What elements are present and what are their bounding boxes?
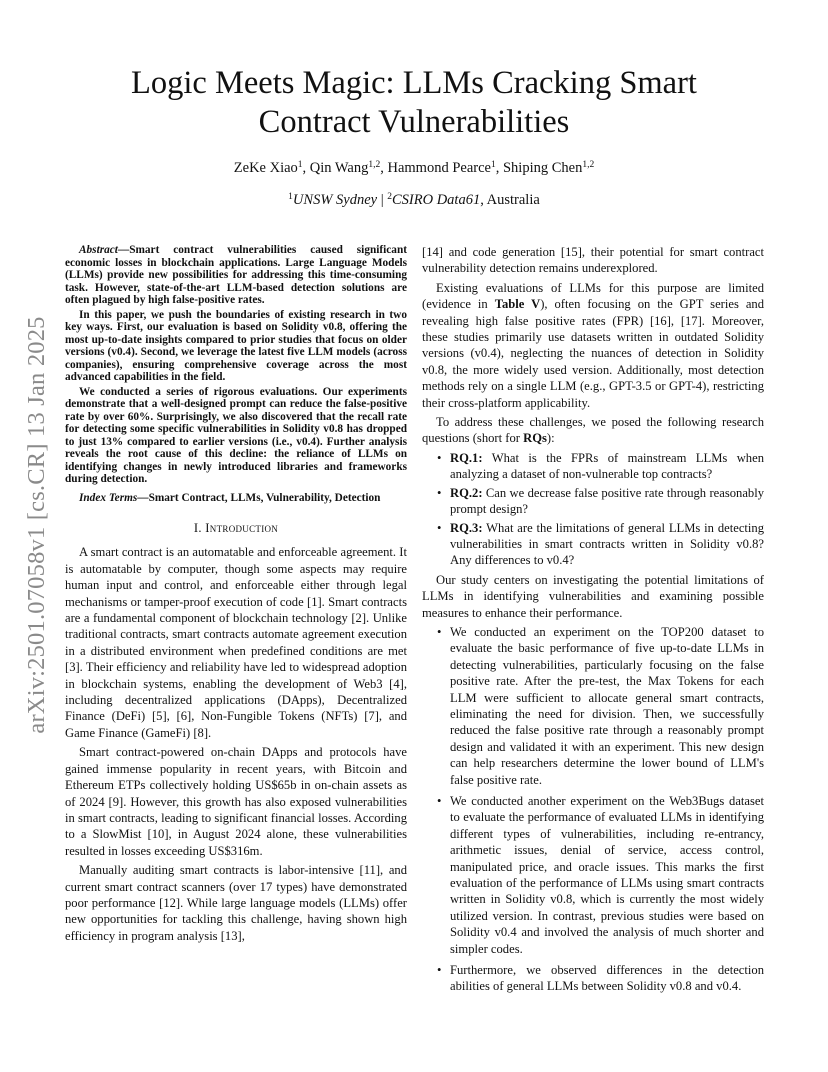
body-paragraph: Our study centers on investigating the potential limitations of LLMs in identifying vulnerabilities and examining possible measures to enhance their performance. <box>422 572 764 620</box>
affiliation-org: UNSW Sydney <box>292 192 378 208</box>
author-affiliation-mark: 1 <box>297 160 303 170</box>
author-name: Shiping Chen <box>502 160 583 176</box>
left-column <box>65 244 407 944</box>
rq-label: RQ.2: <box>450 485 483 500</box>
list-item <box>422 450 764 483</box>
paper-title <box>60 64 768 142</box>
index-terms <box>65 492 407 505</box>
table-reference: Table V <box>494 297 541 312</box>
abstract-text: Smart contract vulnerabilities caused significant economic losses in blockchain applications. Large Language Models (LLMs) provide new possibilities for addressing this time-consuming task. However, state-of-the-art LLM-based detection solutions are often plagued by high false-positive rates. <box>65 244 407 306</box>
author-affiliation-mark: 1 <box>490 160 496 170</box>
abstract-paragraph: In this paper, we push the boundaries of existing research in two key ways. First, our evaluation is based on Solidity v0.8, offering the most up-to-date insights compared to prior studies that focus on older versions (v0.4). Second, we leverage the latest five LLM models (across companies), ensuring comprehensive coverage across the most advanced capabilities in the field. <box>65 308 407 383</box>
rq-label: RQ.3: <box>450 520 483 535</box>
body-paragraph <box>422 280 764 411</box>
list-item <box>422 485 764 518</box>
paragraph-text: To address these challenges, we posed the following research questions (short for <box>422 415 764 446</box>
abstract-label: Abstract <box>79 244 118 256</box>
rqs-term: RQs <box>523 431 547 446</box>
index-terms-dash: — <box>137 491 149 504</box>
author-separator: , <box>380 160 388 176</box>
body-paragraph <box>422 414 764 447</box>
title-line-1: Logic Meets Magic: LLMs Cracking Smart <box>131 65 697 101</box>
affiliation-org: CSIRO Data61 <box>391 192 481 208</box>
body-paragraph-continued: [14] and code generation [15], their potential for smart contract vulnerability detection remains underexplored. <box>422 245 764 276</box>
rq-text: What are the limitations of general LLMs in detecting vulnerabilities in smart contracts written in Solidity v0.8? Any differences to v0.4? <box>450 520 764 568</box>
right-column <box>422 244 764 997</box>
abstract-paragraph: We conducted a series of rigorous evaluations. Our experiments demonstrate that a well-designed prompt can reduce the false-positive rate by over 60%. Surprisingly, we also discovered that the recall rate for detecting some specific vulnerabilities in Solidity v0.8 has dropped to just 13% compared to earlier versions (i.e., v0.4). Further analysis reveals the root cause of this decline: the reliance of LLMs on identifying changes in newly introduced libraries and frameworks during detection. <box>65 385 407 485</box>
abstract <box>65 244 407 504</box>
paragraph-text: Existing evaluations of LLMs for this purpose are limited (evidence in <box>422 280 764 312</box>
section-heading-introduction: I. Introduction <box>193 521 279 535</box>
list-item: • We conducted an experiment on the TOP200 dataset to evaluate the basic performance of five up-to-date LLMs in detecting vulnerabilities, particularly focusing on the false positive rate. After the pre-test, the Max Tokens for each LLM were sufficient to allocate general smart contracts, eliminating the need for division. Then, we successfully reduced the false positive rate through a reasonably prompt design and validated it with an experiment. This new design can help researchers determine the lower bound of LLM's false positive rate. <box>422 624 764 788</box>
list-item <box>422 520 764 569</box>
author-name: ZeKe Xiao <box>233 160 298 176</box>
affiliation-divider: | <box>377 192 388 208</box>
body-paragraph: Manually auditing smart contracts is labor-intensive [11], and current smart contract scanners (over 17 types) have demonstrated poor performance [12]. While large language models (LLMs) offer new opportunities for tackling this challenge, having shown high efficiency in program analysis [13], <box>65 863 407 943</box>
affiliation-mark: 2 <box>387 192 392 202</box>
title-line-2: Contract Vulnerabilities <box>258 104 570 140</box>
arxiv-identifier-stamp <box>19 290 55 760</box>
author-affiliation-mark: 1,2 <box>582 160 595 170</box>
arxiv-identifier-text: arXiv:2501.07058v1 [cs.CR] 13 Jan 2025 <box>23 316 50 734</box>
body-paragraph: A smart contract is an automatable and enforceable agreement. It is automatable by computer, though some aspects may require human input and control, and enforceable either through legal mechanisms or tamper-proof execution of code [1]. Smart contracts are a fundamental component of blockchain technology [2]. Unlike traditional contracts, smart contracts automate agreement execution in a distributed environment when predefined conditions are met [3]. Their efficiency and reliability have led to widespread adoption in blockchain systems, enabling the development of Web3 [4], including decentralized applications (DApps), Decentralized Finance (DeFi) [5], [6], Non-Fungible Tokens (NFTs) [7], and Game Finance (GameFi) [8]. <box>65 545 407 740</box>
rq-text: Can we decrease false positive rate through reasonably prompt design? <box>450 485 764 517</box>
affiliation-mark: 1 <box>288 192 293 202</box>
list-item: • Furthermore, we observed differences in the detection abilities of general LLMs between Solidity v0.8 and v0.4. <box>422 962 764 995</box>
author-name: Hammond Pearce <box>387 160 491 176</box>
author-separator: , <box>302 160 310 176</box>
index-terms-text: Smart Contract, LLMs, Vulnerability, Detection <box>148 491 381 504</box>
author-list <box>60 160 768 177</box>
index-terms-label: Index Terms <box>79 491 138 504</box>
abstract-paragraph <box>65 244 407 307</box>
body-paragraph: Smart contract-powered on-chain DApps and protocols have gained immense popularity in recent years, with Bitcoin and Ethereum ETPs collectively holding US$65b in on-chain assets as of 2024 [9]. However, this growth has also exposed vulnerabilities in smart contracts, leading to significant financial losses. According to a SlowMist [10], in August 2024 alone, these vulnerabilities resulted in losses exceeding US$316m. <box>65 745 407 858</box>
rq-label: RQ.1: <box>450 450 483 465</box>
affiliation-country: , Australia <box>480 192 540 208</box>
research-questions-list <box>422 450 764 569</box>
author-name: Qin Wang <box>309 160 369 176</box>
list-item: • We conducted another experiment on the Web3Bugs dataset to evaluate the performance of evaluated LLMs in identifying different types of vulnerabilities, including re-entrancy, arithmetic issues, denial of service, access control, manipulated price, and oracle issues. This marks the first evaluation of the performance of LLMs using smart contracts written in Solidity v0.8, which is currently the most widely utilized version. In contrast, previous studies were based on Solidity v0.4 and involved the analysis of much shorter and simpler codes. <box>422 793 764 957</box>
abstract-dash: — <box>117 244 130 256</box>
paragraph-text: ), often focusing on the GPT series and revealing high false positive rates (FPR) [16], [17]. Moreover, these studies primarily use datasets written in outdated Solidity versions (v0.4), neglecting the nuances of detection in Solidity v0.8, the more widely used version. Additionally, most detection methods rely on a single LLM (e.g., GPT-3.5 or GPT-4), restricting their cross-platform applicability. <box>422 297 765 410</box>
paragraph-text: ): <box>546 431 555 446</box>
author-separator: , <box>495 160 503 176</box>
affiliations <box>60 192 768 209</box>
author-affiliation-mark: 1,2 <box>368 160 381 170</box>
rq-text: What is the FPRs of mainstream LLMs when analyzing a dataset of non-vulnerable top contracts? <box>450 450 764 482</box>
contributions-list <box>422 624 764 995</box>
